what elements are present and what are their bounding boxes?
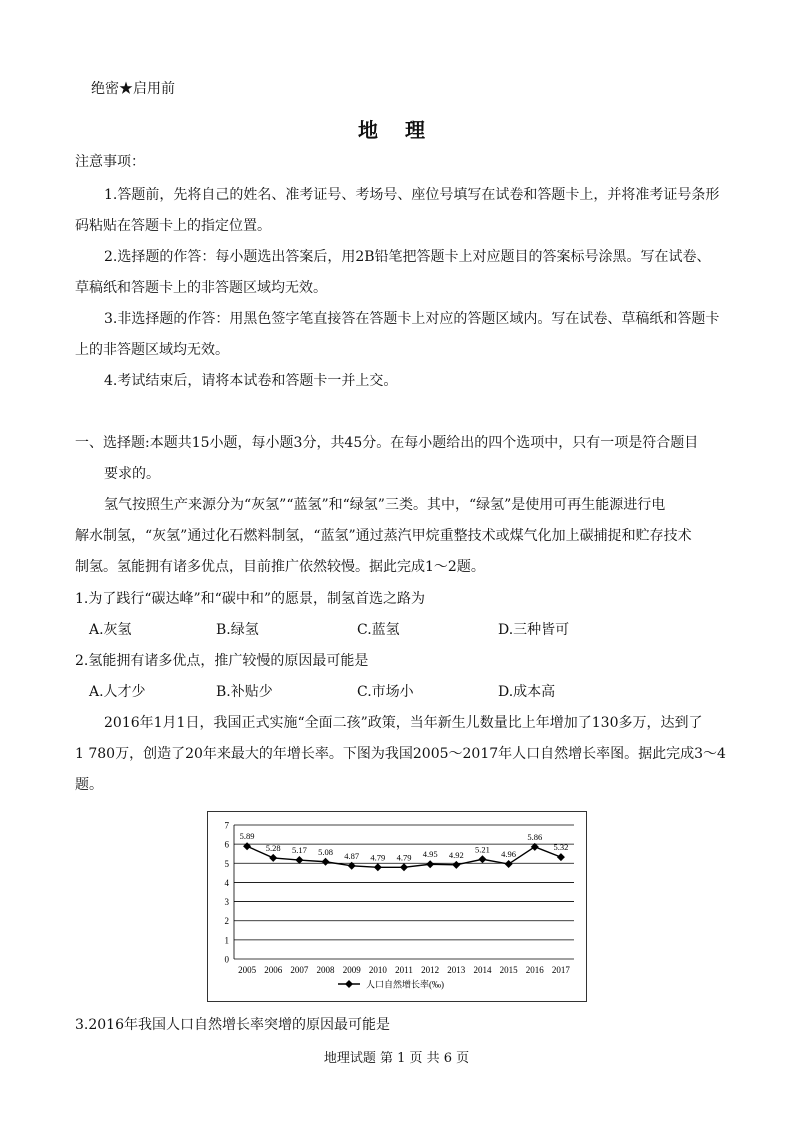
page-title: 地 理 [358,118,435,142]
y-tick-label: 0 [224,954,229,965]
x-tick-label: 2011 [395,965,413,975]
y-tick-label: 6 [224,839,229,850]
data-point [269,854,277,862]
x-tick-label: 2005 [238,965,257,975]
data-point [400,863,408,871]
data-label: 4.92 [448,849,464,860]
x-tick-label: 2008 [316,965,335,975]
y-tick-label: 4 [224,877,229,888]
page-footer: 地理试题 第 1 页 共 6 页 [323,1051,470,1066]
y-tick-label: 2 [224,916,229,927]
data-point [478,855,486,863]
data-point [322,858,330,866]
y-tick-label: 1 [224,935,229,946]
secret-label: 绝密★启用前 [91,81,175,97]
data-label: 5.17 [291,845,307,856]
legend-marker [345,980,353,988]
data-label: 5.28 [265,842,281,853]
data-point [374,863,382,871]
data-label: 4.96 [501,849,517,860]
x-tick-label: 2016 [525,965,544,975]
data-label: 4.79 [370,852,386,863]
q2-option-c[interactable]: C.市场小 [357,684,414,700]
x-tick-label: 2012 [421,965,440,975]
q2-option-d[interactable]: D.成本高 [498,684,556,700]
data-label: 5.86 [527,831,543,842]
q1-option-b[interactable]: B.绿氢 [216,622,259,638]
y-tick-label: 5 [224,858,229,869]
data-point [452,861,460,869]
data-label: 5.21 [475,844,490,855]
x-tick-label: 2010 [368,965,387,975]
x-tick-label: 2009 [342,965,361,975]
data-label: 5.89 [239,831,255,842]
x-tick-label: 2013 [447,965,466,975]
x-tick-label: 2014 [473,965,492,975]
x-tick-label: 2017 [551,965,570,975]
data-label: 4.87 [344,850,360,861]
y-tick-label: 7 [224,820,229,831]
legend-label: 人口自然增长率(‰) [366,979,444,990]
chart-box [207,811,587,1002]
data-point [505,860,513,868]
data-point [426,860,434,868]
data-label: 5.08 [318,846,333,857]
x-tick-label: 2007 [290,965,309,975]
y-tick-label: 3 [224,897,229,908]
notice-heading: 注意事项： [75,154,145,170]
data-label: 4.95 [422,849,438,860]
q2-option-b[interactable]: B.补贴少 [216,684,273,700]
q2-option-a[interactable]: A.人才少 [89,684,146,700]
data-point [243,842,251,850]
q1-option-c[interactable]: C.蓝氢 [357,622,400,638]
x-tick-label: 2015 [499,965,518,975]
population-growth-chart [208,812,586,1001]
data-point [557,853,565,861]
q1-option-a[interactable]: A.灰氢 [89,622,132,638]
x-tick-label: 2006 [264,965,283,975]
data-label: 4.79 [396,852,412,863]
data-point [295,856,303,864]
data-label: 5.32 [553,842,569,853]
q1-option-d[interactable]: D.三种皆可 [498,622,570,638]
